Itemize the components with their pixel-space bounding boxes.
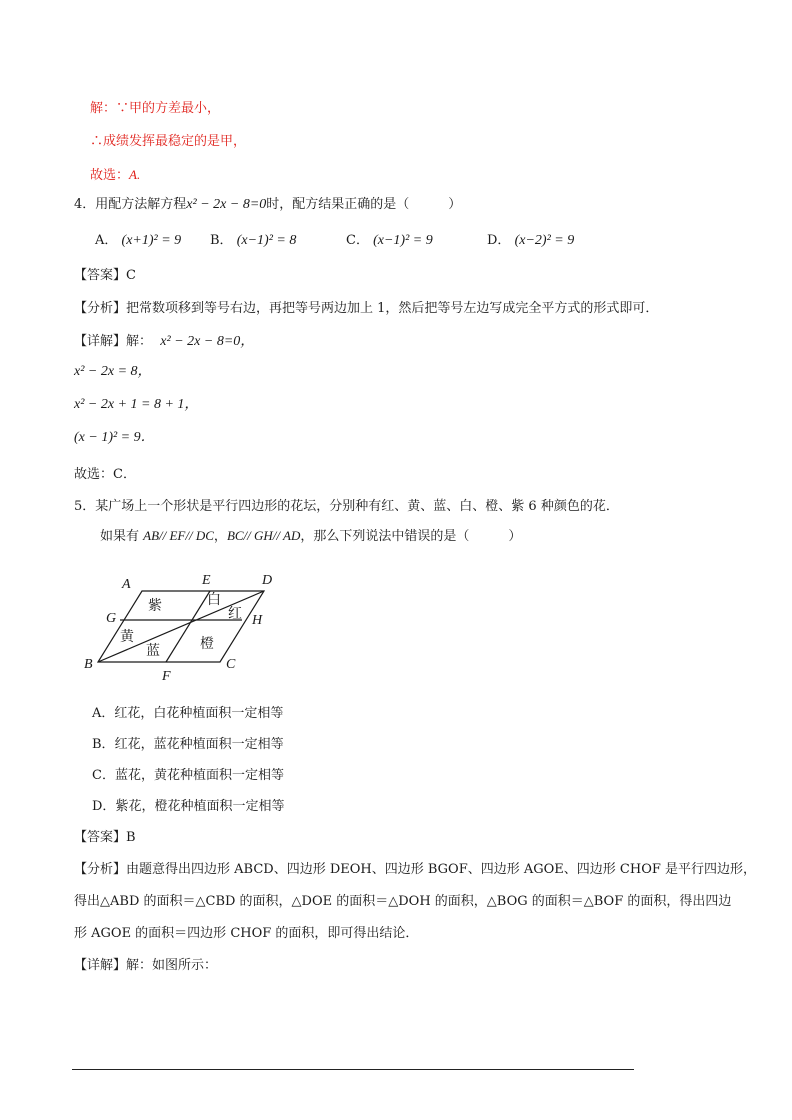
region-label-purple: 紫 <box>148 598 162 614</box>
q4-option-label: B． <box>210 233 233 248</box>
q5-option-text: 红花，白花种植面积一定相等 <box>114 706 284 721</box>
q4-option-c <box>346 232 433 250</box>
q4-option-a <box>95 232 181 250</box>
vertex-label-c: C <box>226 657 236 672</box>
q5-stem-text: 某广场上一个形状是平行四边形的花坛，分别种有红、黄、蓝、白、橙、紫 6 种颜色的花． <box>95 499 619 514</box>
analysis-tag: 【分析】 <box>74 301 127 316</box>
vertex-label-f: F <box>162 669 171 683</box>
q4-option-label: C． <box>346 233 369 248</box>
q5-option-label: D． <box>92 799 116 814</box>
q5-condition-1: AB// EF// DC <box>143 528 214 543</box>
region-label-blue: 蓝 <box>146 643 160 659</box>
vertex-label-d: D <box>262 573 273 588</box>
q5-option-c <box>92 767 284 785</box>
q4-detail <box>74 333 254 351</box>
q4-option-expr: (x−1)² = 8 <box>236 233 297 248</box>
vertex-label-g: G <box>106 611 117 626</box>
q4-option-label: A． <box>95 233 118 248</box>
q5-option-b <box>92 736 284 754</box>
q5-answer <box>74 829 136 847</box>
q4-option-expr: (x+1)² = 9 <box>121 233 182 248</box>
detail-text: 解：如图所示： <box>126 958 218 973</box>
q3-solution-line-1: 解：∵甲的方差最小， <box>90 101 221 116</box>
q5-analysis-line-3: 形 AGOE 的面积＝四边形 CHOF 的面积，即可得出结论． <box>74 926 419 941</box>
region-label-red: 红 <box>228 606 242 622</box>
parallelogram-figure <box>78 568 288 683</box>
detail-tag: 【详解】 <box>74 958 127 973</box>
detail-intro: 解： <box>126 334 153 349</box>
q4-option-expr: (x−2)² = 9 <box>514 233 575 248</box>
region-label-orange: 橙 <box>200 636 214 652</box>
q4-step-1: x² − 2x − 8=0， <box>160 334 255 349</box>
footer-rule <box>72 1069 634 1070</box>
q3-solution-line-3 <box>90 166 140 185</box>
vertex-label-e: E <box>202 573 211 588</box>
q5-detail <box>74 957 217 975</box>
q4-step-3: x² − 2x + 1 = 8 + 1， <box>74 397 199 412</box>
answer-tag: 【答案】 <box>74 830 127 845</box>
q4-step-2: x² − 2x = 8， <box>74 364 152 379</box>
q3-solution-line-2: ∴成绩发挥最稳定的是甲， <box>90 134 247 149</box>
analysis-text: 把常数项移到等号右边，再把等号两边加上 1，然后把等号左边写成完全平方式的形式即可． <box>126 301 659 316</box>
vertex-label-a: A <box>122 577 131 592</box>
q4-analysis <box>74 300 658 318</box>
q5-stem <box>74 498 619 516</box>
q4-answer <box>74 267 136 285</box>
vertex-label-b: B <box>84 657 93 672</box>
q5-option-text: 蓝花，黄花种植面积一定相等 <box>114 768 284 783</box>
q5-option-d <box>92 798 284 816</box>
answer-value: B <box>126 830 136 845</box>
answer-value: C <box>126 268 136 283</box>
q3-answer: A. <box>129 167 141 182</box>
q4-conclusion: 故选：C． <box>74 467 136 482</box>
q5-option-a <box>92 705 283 723</box>
q5-stem2-b: ，那么下列说法中错误的是（ ） <box>300 529 522 544</box>
q3-select-prefix: 故选： <box>90 168 130 183</box>
diagonal-bd <box>98 591 264 662</box>
q5-option-text: 红花，蓝花种植面积一定相等 <box>114 737 284 752</box>
q5-analysis-line-1 <box>74 861 756 879</box>
q5-stem-2 <box>100 527 521 546</box>
region-label-white: 白 <box>207 592 221 608</box>
q4-option-label: D． <box>487 233 511 248</box>
q5-number: 5． <box>74 499 96 514</box>
answer-tag: 【答案】 <box>74 268 127 283</box>
region-label-yellow: 黄 <box>120 629 134 645</box>
q4-option-d <box>487 232 574 250</box>
q5-analysis-line-2: 得出△ABD 的面积＝△CBD 的面积，△DOE 的面积＝△DOH 的面积，△BOG 的面积＝△BOF 的面积，得出四边 <box>74 894 732 909</box>
q4-stem-after: 时，配方结果正确的是（ ） <box>266 197 462 212</box>
q5-condition-2: BC// GH// AD <box>226 528 301 543</box>
analysis-text: 由题意得出四边形 ABCD、四边形 DEOH、四边形 BGOF、四边形 AGOE、四边形 CHOF 是平行四边形， <box>126 862 757 877</box>
q5-option-label: B． <box>92 737 115 752</box>
q5-stem2-sep: ， <box>213 529 227 544</box>
q4-step-4: (x − 1)² = 9． <box>74 430 155 445</box>
q4-option-b <box>210 232 296 250</box>
q4-equation: x² − 2x − 8=0 <box>186 197 267 212</box>
q4-stem <box>74 196 461 214</box>
q5-option-text: 紫花，橙花种植面积一定相等 <box>115 799 285 814</box>
q5-stem2-a: 如果有 <box>100 529 144 544</box>
vertex-label-h: H <box>252 613 263 628</box>
q5-option-label: C． <box>92 768 115 783</box>
q4-option-expr: (x−1)² = 9 <box>373 233 433 248</box>
q4-number: 4． <box>74 197 96 212</box>
q4-stem-before: 用配方法解方程 <box>95 197 187 212</box>
detail-tag: 【详解】 <box>74 334 127 349</box>
q5-option-label: A． <box>92 706 115 721</box>
analysis-tag: 【分析】 <box>74 862 127 877</box>
